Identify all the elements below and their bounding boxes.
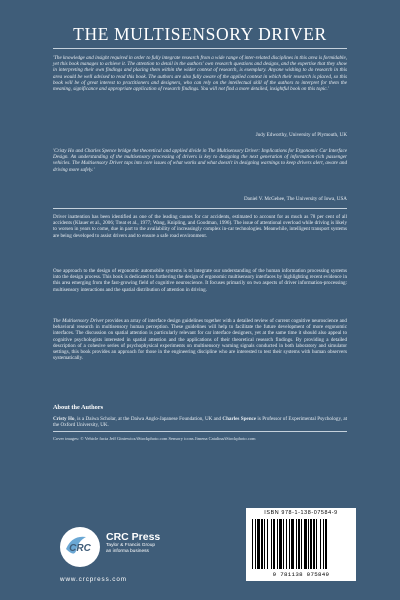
publisher-website: www.crcpress.com <box>60 576 127 583</box>
publisher-group: Taylor & Francis Group <box>106 543 156 548</box>
isbn-digits: 9 781138 075849 <box>272 571 330 578</box>
publisher-name: CRC Press <box>106 531 161 543</box>
review-attribution-1: Judy Edworthy, University of Plymouth, UK <box>255 132 347 138</box>
about-heading: About the Authors <box>53 404 104 411</box>
review-quote-1: 'The knowledge and insight required in order to fully integrate research from a wide range of inter-related disciplines in this area is formidable, yet this book manages to achieve it. The attention to detail in the authors' own research questions and designs, and the expertise that they show in interpreting their own findings and placing them within the wider context of research, is exemplary. Anyone wishing to do research in this area would be well advised to read this book. The authors are also fully aware of the applied context in which their research is placed, so this book will be of great interest to practitioners and designers, who can rely on the intellectual skill of the authors to interpret for them the meaning, significance and appropriate application of research findings. You will not find a more detailed, insightful book on this topic.' <box>53 55 347 93</box>
title-divider <box>53 48 347 49</box>
isbn-barcode <box>246 508 356 581</box>
description-paragraph-1: Driver inattention has been identified as one of the leading causes for car accidents, estimated to account for as much as 78 per cent of all accidents (Klauer et al., 2006; Treat et al., 1977; Wang, Knipling, and Goodman, 1996). The issue of attentional overload while driving is likely to worsen in years to come, due in part to the availability of increasingly complex in-car technologies. Meanwhile, intelligent transport systems are being developed to assist drivers and to ensure a safe road environment. <box>53 214 347 239</box>
credits-divider <box>53 431 347 432</box>
isbn-label: ISBN 978-1-138-07584-9 <box>264 510 338 516</box>
section-divider <box>53 208 347 209</box>
book-title-inline: The Multisensory Driver <box>53 318 104 324</box>
about-authors-text <box>53 416 347 428</box>
author-name-1: Cristy Ho <box>53 416 75 422</box>
author-name-2: Charles Spence <box>222 416 257 422</box>
logo-text: CRC <box>69 543 91 554</box>
review-quote-2: 'Cristy Ho and Charles Spence bridge the theoretical and applied divide in The Multisensory Driver: Implications for Ergonomic Car Interface Design. An understanding of the multisensory processing of drivers is key to designing the next generation of information-rich passenger vehicles. The Multisensory Driver taps into core issues of what works and what doesn't in designing warnings to keep drivers alert, aware and driving more safely.' <box>53 148 347 173</box>
cover-credits: Cover images: © Vehicle facia Jeff Giniewicz/iStockphoto.com Sensory icons Jimena Catalina/iStockphoto.com <box>53 436 256 441</box>
publisher-block <box>106 531 160 555</box>
author-bio-2: is Professor of Experimental Psychology, at the Oxford University, UK. <box>53 416 347 429</box>
description-paragraph-2: One approach to the design of ergonomic automobile systems is to integrate our understanding of the human information processing systems into the design process. This book is dedicated to furthering the design of ergonomic multisensory interfaces by highlighting recent evidence in this area emerging from the fast-growing field of cognitive neuroscience. It focuses primarily on two aspects of driver information-processing: multisensory interactions and the spatial distribution of attention in driving. <box>53 268 347 293</box>
publisher-tagline: an informa business <box>106 549 149 554</box>
barcode-icon <box>252 519 350 569</box>
author-bio-1: , is a Daiwa Scholar, at the Daiwa Anglo-Japanese Foundation, UK and <box>74 416 222 422</box>
book-title: THE MULTISENSORY DRIVER <box>73 24 327 44</box>
crc-press-logo-icon <box>60 527 100 567</box>
paragraph-3-body: provides an array of interface design guidelines together with a detailed review of current cognitive neuroscience and behavioral research in multisensory human perception. These guidelines will help to facilitate the future development of more ergonomic interfaces. The discussion on spatial attention is particularly relevant for car interface designers, yet at the same time it should also appeal to cognitive psychologists interested in spatial attention and the applications of their theoretical research findings. By providing a detailed description of a cohesive series of psychophysical experiments on multisensory warning signals conducted in both laboratory and simulator settings, this book provides an approach for those in the engineering discipline who are interested to test their systems with human observers systematically. <box>53 318 347 362</box>
review-attribution-2: Daniel V. McGehee, The University of Iowa, USA <box>244 196 347 202</box>
description-paragraph-3 <box>53 318 347 361</box>
